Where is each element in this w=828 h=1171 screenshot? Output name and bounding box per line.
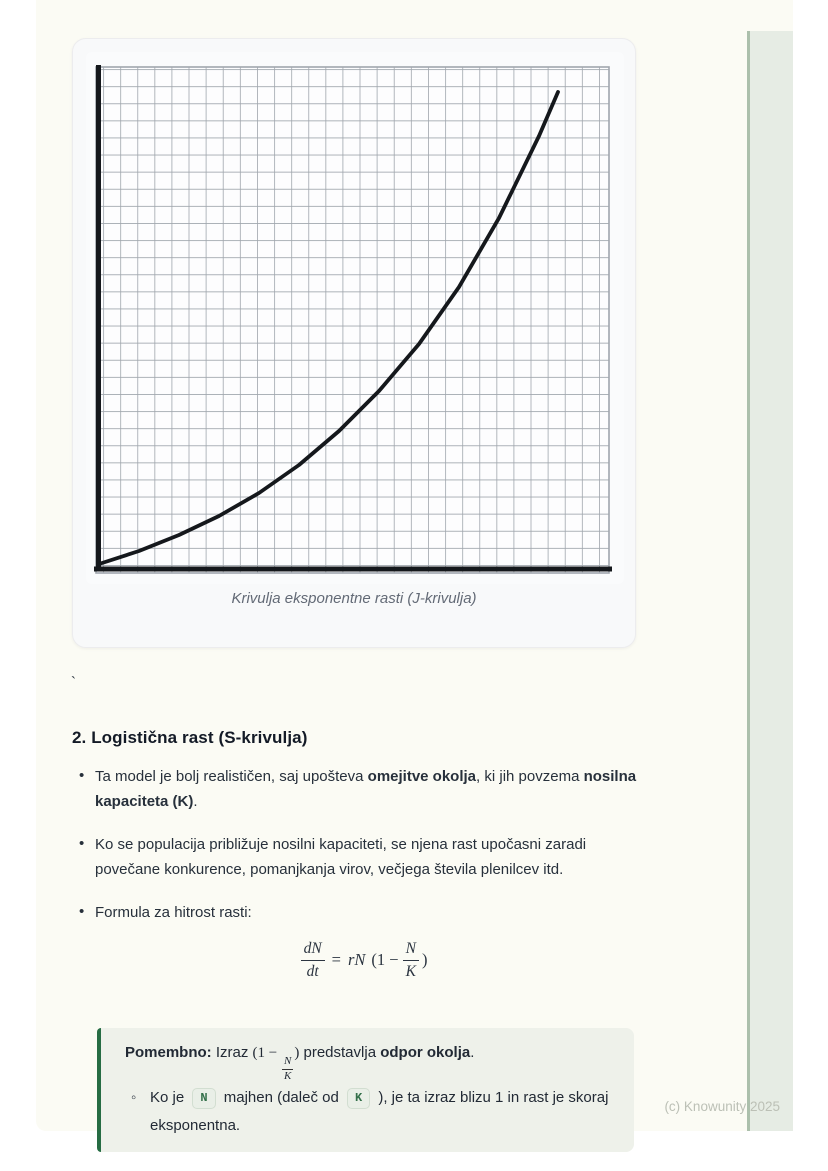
stray-backtick: `: [71, 674, 76, 691]
bullet-list: [72, 764, 650, 943]
list-item-text: Ta model je bolj realističen, saj upošteva omejitve okolja, ki jih povzema nosilna kapaciteta (K).: [95, 768, 637, 810]
list-item: [72, 832, 650, 882]
figure-image: [86, 52, 624, 584]
bullet-icon: •: [79, 767, 85, 784]
side-accent-strip: [747, 31, 793, 1131]
figure-caption: Krivulja eksponentne rasti (J-krivulja): [231, 590, 477, 607]
copyright-watermark: (c) Knowunity 2025: [664, 1099, 780, 1114]
inline-code-chip: K: [347, 1088, 370, 1109]
important-callout: [97, 1028, 634, 1152]
circle-bullet-icon: ◦: [131, 1089, 137, 1106]
callout-sub-list: [125, 1084, 616, 1140]
close-paren: ): [421, 950, 428, 969]
section-heading: 2. Logistična rast (S-krivulja): [72, 728, 308, 747]
list-item: [72, 764, 650, 814]
open-paren: (1 −: [371, 950, 399, 969]
rhs-coefficient: rN: [347, 950, 366, 969]
callout-lead: Pomembno: Izraz (1 − $\frac{N}{K}$ ) predstavlja odpor okolja.: [125, 1044, 475, 1082]
logistic-growth-formula: [94, 934, 634, 986]
list-item: [72, 900, 650, 925]
list-item-text: Ko se populacija približuje nosilni kapaciteti, se njena rast upočasni zaradi povečane konkurence, pomanjkanja virov, večjega števila plenilcev itd.: [95, 836, 587, 878]
bullet-icon: •: [79, 835, 85, 852]
figure-card: [72, 38, 636, 648]
list-item-text: Formula za hitrost rasti:: [95, 904, 252, 921]
callout-sub-item: [125, 1084, 616, 1140]
inline-code-chip: N: [192, 1088, 215, 1109]
exponential-growth-graph: [86, 52, 624, 584]
fraction-dN-dt: $\frac{dN}{dt}$: [301, 940, 325, 979]
inline-fraction: $\frac{N}{K}$: [283, 1055, 292, 1082]
equals-sign: =: [331, 950, 341, 969]
callout-sub-text: Ko je N majhen (daleč od K ), je ta izraz blizu 1 in rast je skoraj eksponentna.: [150, 1089, 609, 1134]
bullet-icon: •: [79, 903, 85, 920]
fraction-N-K: $\frac{N}{K}$: [403, 940, 419, 979]
